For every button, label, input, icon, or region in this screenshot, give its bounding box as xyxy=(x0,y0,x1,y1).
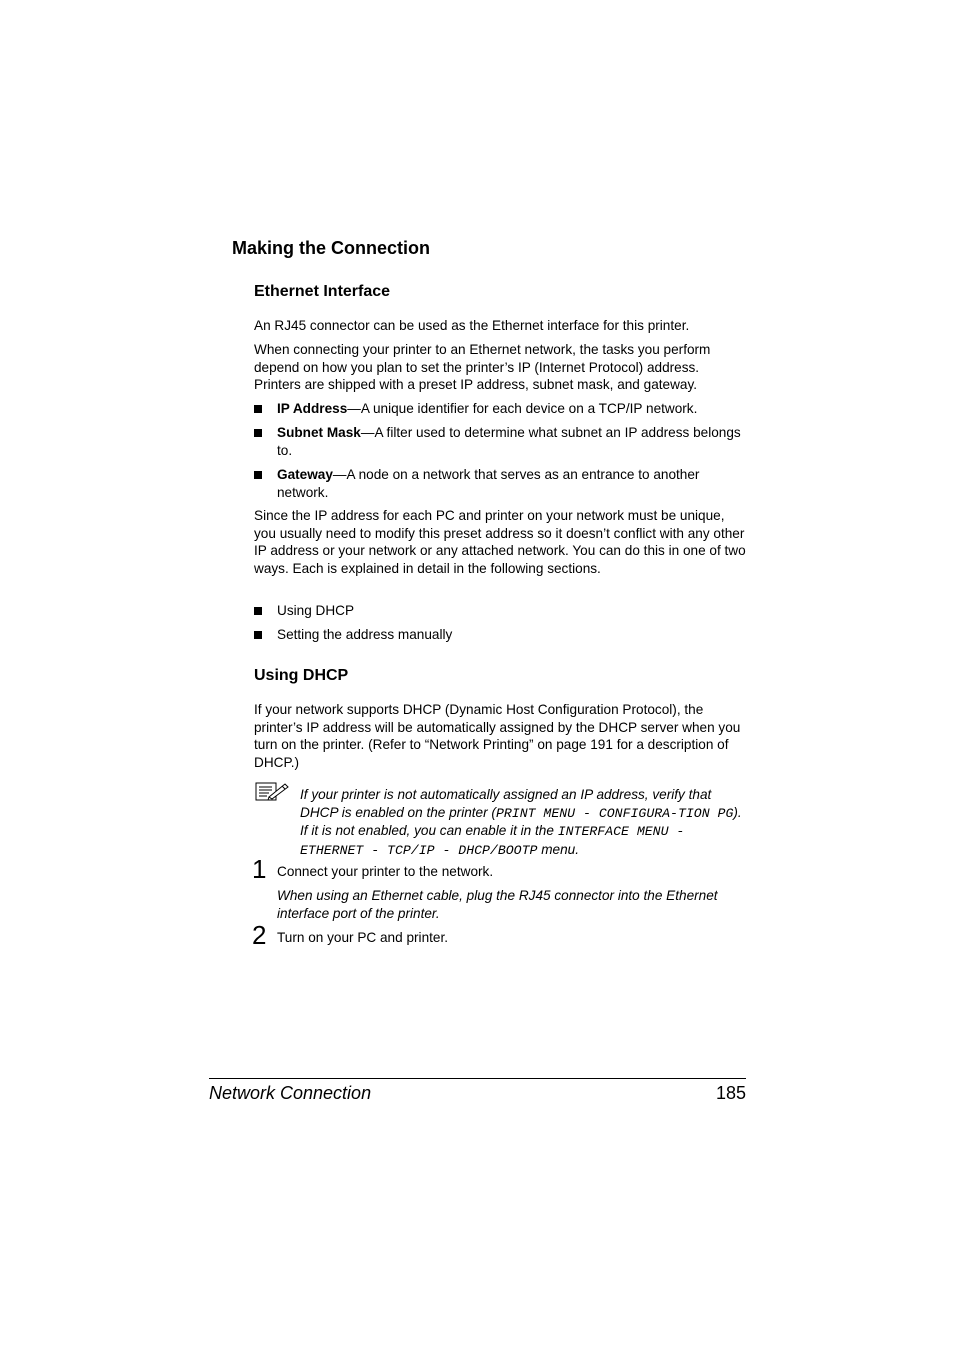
bullet-desc: —A unique identifier for each device on a TCP/IP network. xyxy=(347,401,698,416)
dhcp-heading: Using DHCP xyxy=(254,667,349,684)
bullet-term: Subnet Mask xyxy=(277,425,361,440)
bullet-text xyxy=(277,466,748,501)
bullet-desc: —A filter used to determine what subnet an IP address belongs to. xyxy=(277,425,741,458)
footer-divider xyxy=(209,1078,746,1079)
footer-page-number: 185 xyxy=(715,1083,746,1103)
bullet-text xyxy=(277,424,748,459)
bullet-text xyxy=(277,400,748,418)
note-code-1: PRINT MENU - CONFIGURA-TION PG xyxy=(495,805,734,821)
note-text-2: ). If it is not enabled, you can enable it in the xyxy=(300,804,742,839)
bullet-square-icon xyxy=(254,405,262,413)
step-text: Turn on your PC and printer. xyxy=(277,930,449,945)
bullet-square-icon xyxy=(254,429,262,437)
dhcp-para-1: If your network supports DHCP (Dynamic Host Configuration Protocol), the printer’s IP address will be automatically assigned by the DHCP server when you turn on the printer. (Refer to “Network Printing” on page 191 for a description of DHCP.) xyxy=(254,702,741,771)
step-number: 1 xyxy=(252,854,267,884)
step-note: When using an Ethernet cable, plug the RJ45 connector into the Ethernet interface port of the printer. xyxy=(277,888,718,921)
note-text-3: menu. xyxy=(537,842,579,858)
ethernet-para-2: When connecting your printer to an Ethernet network, the tasks you perform depend on how you plan to set the printer’s IP (Internet Protocol) address. Printers are shipped with a preset IP address, subnet mask, and gateway. xyxy=(254,342,711,393)
step-text: Connect your printer to the network. xyxy=(277,864,494,879)
note-code-2: INTERFACE MENU - ETHERNET - TCP/IP - DHCP/BOOTP xyxy=(300,824,685,859)
bullet-square-icon xyxy=(254,471,262,479)
bullet-square-icon xyxy=(254,607,262,615)
option-text: Using DHCP xyxy=(277,603,355,618)
option-text: Setting the address manually xyxy=(277,627,453,642)
ethernet-heading: Ethernet Interface xyxy=(254,283,391,300)
step-number: 2 xyxy=(252,920,267,950)
section-title: Making the Connection xyxy=(232,238,430,258)
bullet-desc: —A node on a network that serves as an entrance to another network. xyxy=(277,467,700,500)
bullet-term: Gateway xyxy=(277,467,333,482)
ethernet-para-1: An RJ45 connector can be used as the Ethernet interface for this printer. xyxy=(254,318,690,333)
bullet-square-icon xyxy=(254,631,262,639)
bullet-term: IP Address xyxy=(277,401,348,416)
ethernet-para-3: Since the IP address for each PC and printer on your network must be unique, you usually need to modify this preset address so it doesn’t conflict with any other IP address or your network or any attached network. You can do this in one of two ways. Each is explained in detail in the following sections. xyxy=(254,508,746,577)
note-pad-icon xyxy=(255,780,289,802)
footer-chapter: Network Connection xyxy=(209,1083,372,1103)
note-text-1: If your printer is not automatically assigned an IP address, verify that DHCP is enabled on the printer ( xyxy=(300,787,712,820)
dhcp-note xyxy=(300,786,748,860)
